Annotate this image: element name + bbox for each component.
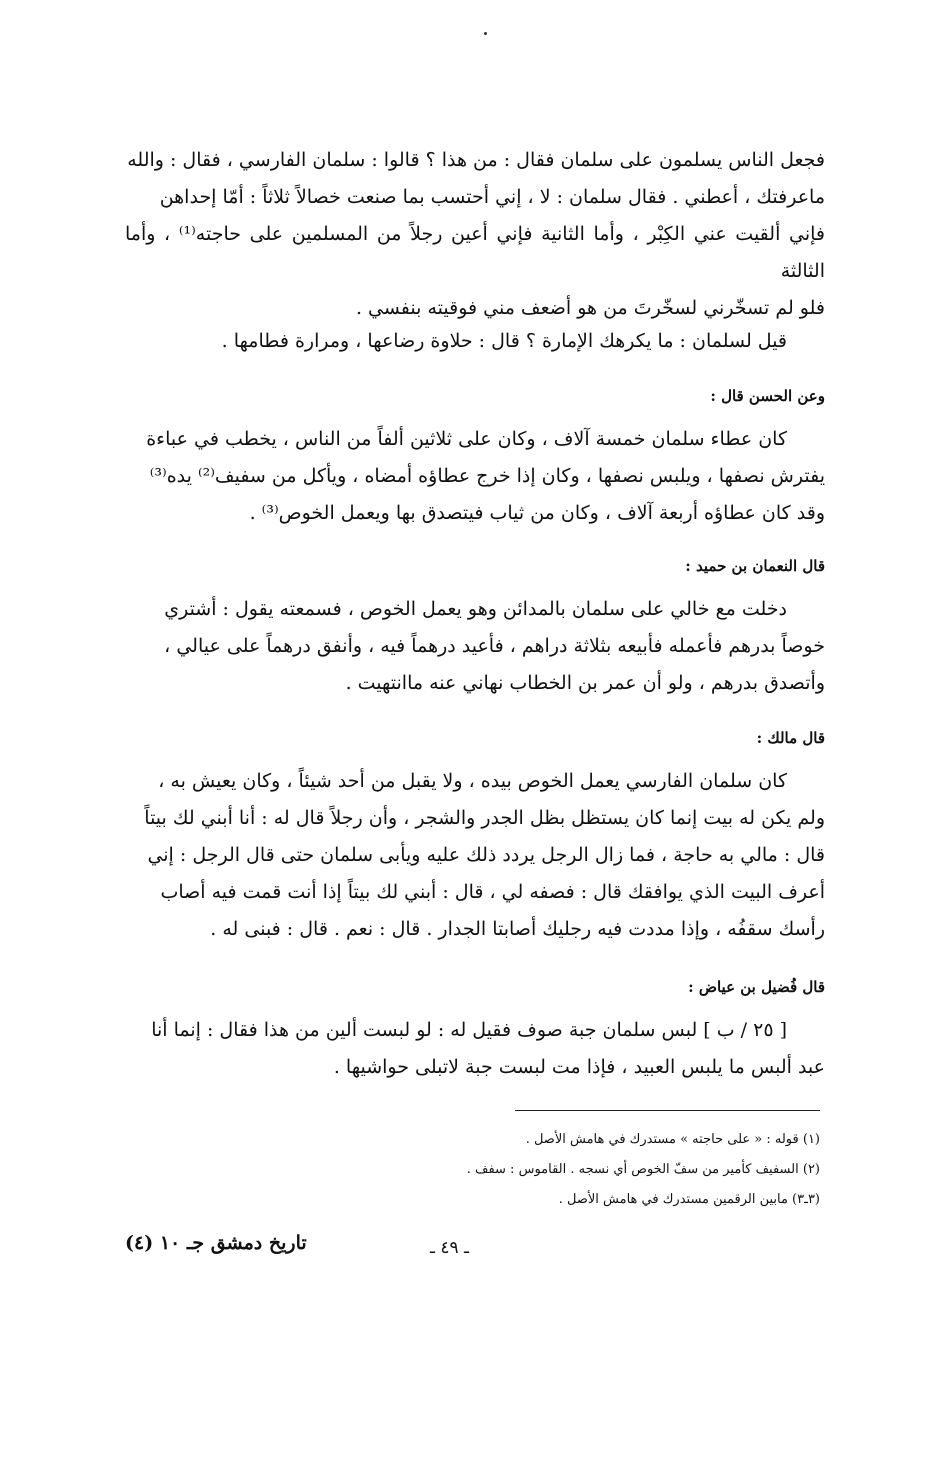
text-line: عبد ألبس ما يلبس العبيد ، فإذا مت لبست جبة لاتبلى حواشيها . bbox=[333, 1056, 825, 1078]
section-heading: قال فُضيل بن عياض : bbox=[688, 978, 825, 996]
section-malik bbox=[125, 727, 825, 948]
text-line: وقد كان عطاؤه أربعة آلاف ، وكان من ثياب فيتصدق بها ويعمل الخوص⁽³⁾ . bbox=[249, 502, 825, 524]
text-line: فإني ألقيت عني الكِبْر ، وأما الثانية فإني أعين رجلاً من المسلمين على حاجته⁽¹⁾ ، وأما الثالثة bbox=[125, 223, 825, 282]
section-al-hasan bbox=[125, 385, 825, 532]
text-line: أعرف البيت الذي يوافقك قال : فصفه لي ، قال : أبني لك بيتاً إذا أنت قمت فيه أصاب bbox=[160, 881, 825, 903]
footnote: (٣ـ٣) مابين الرقمين مستدرك في هامش الأصل . bbox=[558, 1192, 820, 1207]
text-line: دخلت مع خالي على سلمان بالمدائن وهو يعمل الخوص ، فسمعته يقول : أشتري bbox=[164, 598, 787, 620]
section-heading: قال النعمان بن حميد : bbox=[685, 557, 825, 575]
text-line: كان عطاء سلمان خمسة آلاف ، وكان على ثلاثين ألفاً من الناس ، يخطب في عباءة bbox=[146, 428, 787, 450]
text-line: قال : مالي به حاجة ، فما زال الرجل يردد ذلك عليه ويأبى سلمان حتى قال الرجل : إني bbox=[147, 844, 825, 866]
text-line: فجعل الناس يسلمون على سلمان فقال : من هذا ؟ قالوا : سلمان الفارسي ، فقال : والله bbox=[127, 149, 825, 171]
text-line: فلو لم تسخّرني لسخّرتَ من هو أضعف مني فوقيته بنفسي . bbox=[355, 297, 825, 319]
footnote: (٢) السفيف كأمير من سفّ الخوص أي نسجه . القاموس : سفف . bbox=[466, 1162, 820, 1177]
text-line: قيل لسلمان : ما يكرهك الإمارة ؟ قال : حلاوة رضاعها ، ومرارة فطامها . bbox=[221, 330, 787, 352]
section-fudayl bbox=[125, 976, 825, 1086]
text-line: كان سلمان الفارسي يعمل الخوص بيده ، ولا يقبل من أحد شيئاً ، وكان يعيش به ، bbox=[158, 770, 787, 792]
text-line: يفترش نصفها ، ويلبس نصفها ، وكان إذا خرج عطاؤه أمضاه ، ويأكل من سفيف⁽²⁾ يده⁽³⁾ bbox=[149, 465, 825, 487]
footnote: (١) قوله : « على حاجته » مستدرك في هامش الأصل . bbox=[525, 1132, 820, 1147]
text-line: خوصاً بدرهم فأعمله فأبيعه بثلاثة دراهم ، فأعيد درهماً فيه ، وأنفق درهماً على عيالي ، bbox=[164, 635, 825, 657]
text-line: [ ٢٥ / ب ] لبس سلمان جبة صوف فقيل له : لو لبست ألين من هذا فقال : إنما أنا bbox=[151, 1019, 787, 1041]
section-heading: قال مالك : bbox=[756, 729, 825, 747]
footnotes bbox=[300, 1125, 820, 1215]
top-dot-mark bbox=[484, 32, 487, 35]
section-heading: وعن الحسن قال : bbox=[710, 387, 825, 405]
section-al-numan bbox=[125, 555, 825, 702]
text-line: ماعرفتك ، أعطني . فقال سلمان : لا ، إني أحتسب بما صنعت خصالاً ثلاثاً : أمّا إحداهن bbox=[159, 186, 825, 208]
paragraph-emirate bbox=[125, 323, 825, 360]
text-line: وأتصدق بدرهم ، ولو أن عمر بن الخطاب نهاني عنه ماانتهيت . bbox=[345, 672, 825, 694]
page-number: ـ ٤٩ ـ bbox=[430, 1238, 470, 1258]
text-line: رأسك سقفُه ، وإذا مددت فيه رجليك أصابتا الجدار . قال : نعم . قال : فبنى له . bbox=[210, 918, 825, 940]
footnote-divider bbox=[515, 1110, 820, 1111]
paragraph-opening bbox=[125, 142, 825, 327]
book-title-footer: تاريخ دمشق جـ ١٠ (٤) bbox=[125, 1232, 307, 1254]
text-line: ولم يكن له بيت إنما كان يستظل بظل الجدر والشجر ، وأن رجلاً قال له : أنا أبني لك بيتاً bbox=[144, 807, 825, 829]
